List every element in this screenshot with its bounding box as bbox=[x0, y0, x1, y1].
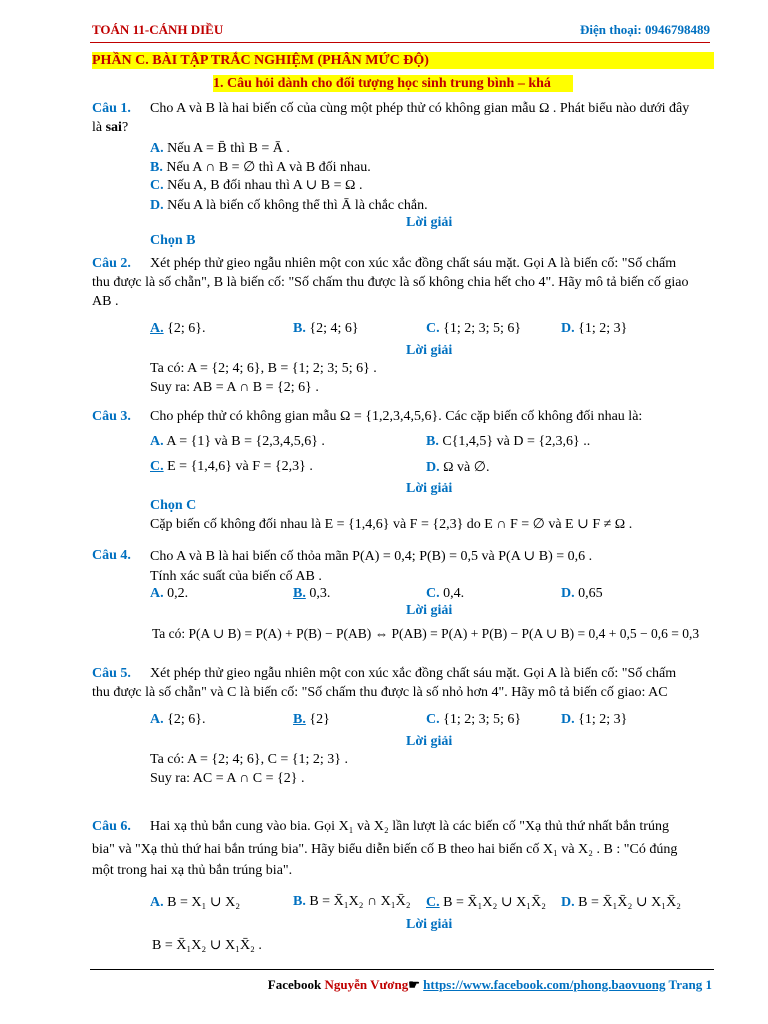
q5-option-b-text: {2} bbox=[309, 712, 330, 727]
footer-facebook-label: Facebook bbox=[267, 977, 325, 992]
q6-label: Câu 6. bbox=[92, 819, 131, 834]
q3-sol: Cặp biến cố không đối nhau là E = {1,4,6} và F = {2,3} do E ∩ F = ∅ và E ∪ F ≠ Ω . bbox=[150, 517, 633, 532]
q1-sai: sai bbox=[105, 120, 122, 135]
q2-sol2: Suy ra: AB = A ∩ B = {2; 6} . bbox=[150, 380, 319, 395]
q6-option-b bbox=[293, 894, 411, 910]
q4-option-c bbox=[426, 586, 464, 602]
q4-option-d-key: D. bbox=[561, 586, 575, 601]
q4-option-b-text: 0,3. bbox=[309, 586, 331, 601]
q3-option-c bbox=[150, 459, 313, 475]
q4-text: Cho A và B là hai biến cố thỏa mãn P(A) = 0,4; P(B) = 0,5 và P(A ∪ B) = 0,6 . bbox=[150, 549, 593, 564]
q1-option-d bbox=[150, 198, 428, 214]
q4-sol: Ta có: P(A ∪ B) = P(A) + P(B) − P(AB) ⇔ P(AB) = P(A) + P(B) − P(A ∪ B) = 0,4 + 0,5 − 0,6 = 0,3 bbox=[152, 626, 700, 641]
q1-option-a-key: A. bbox=[150, 141, 164, 156]
q6-option-c bbox=[426, 894, 546, 911]
q5-option-d-key: D. bbox=[561, 712, 575, 727]
q3-loi-giai: Lời giải bbox=[406, 481, 453, 496]
q3-option-c-key: C. bbox=[150, 459, 164, 474]
q2-sol1: Ta có: A = {2; 4; 6}, B = {1; 2; 3; 5; 6} . bbox=[150, 361, 377, 376]
q6-option-b-key: B. bbox=[293, 894, 306, 909]
q5-option-a-text: {2; 6}. bbox=[167, 712, 206, 727]
q2-loi-giai: Lời giải bbox=[406, 343, 453, 358]
q1-option-c bbox=[150, 177, 362, 194]
q4-option-d-text: 0,65 bbox=[578, 586, 603, 601]
section-title: PHẦN C. BÀI TẬP TRẮC NGHIỆM (PHÂN MỨC ĐỘ) bbox=[92, 52, 714, 69]
q2-option-c-key: C. bbox=[426, 321, 440, 336]
q3-label: Câu 3. bbox=[92, 409, 131, 424]
footer-facebook-link[interactable]: https://www.facebook.com/phong.baovuong bbox=[423, 977, 666, 992]
q6-line1: Hai xạ thủ bắn cung vào bia. Gọi X₁ và X₂ lần lượt là các biến cố "Xạ thủ thứ nhất bắn trúng bbox=[150, 819, 669, 834]
q1-option-b-text: Nếu A ∩ B = ∅ thì A và B đối nhau. bbox=[166, 160, 371, 175]
q5-loi-giai: Lời giải bbox=[406, 734, 453, 749]
q1-text-cont bbox=[92, 120, 128, 136]
q3-option-a-text: A = {1} và B = {2,3,4,5,6} . bbox=[166, 434, 325, 449]
q6-line3: một trong hai xạ thủ bắn trúng bia". bbox=[92, 863, 293, 878]
q1-label: Câu 1. bbox=[92, 101, 131, 116]
q1-option-d-text: Nếu A là biến cố không thể thì Ā là chắc chắn. bbox=[167, 198, 428, 213]
q6-option-a bbox=[150, 894, 240, 911]
q3-option-a-key: A. bbox=[150, 434, 164, 449]
footer-author: Nguyễn Vương bbox=[324, 977, 409, 992]
q5-option-c-key: C. bbox=[426, 712, 440, 727]
q1-chon: Chọn B bbox=[150, 233, 196, 248]
q3-option-c-text: E = {1,4,6} và F = {2,3} . bbox=[167, 459, 313, 474]
q5-sol2: Suy ra: AC = A ∩ C = {2} . bbox=[150, 771, 305, 786]
q4-option-c-key: C. bbox=[426, 586, 440, 601]
q2-label: Câu 2. bbox=[92, 256, 131, 271]
q4-text2: Tính xác suất của biến cố AB . bbox=[150, 569, 322, 584]
q5-option-a-key: A. bbox=[150, 712, 164, 727]
header-phone: Điện thoại: 0946798489 bbox=[580, 22, 710, 37]
q5-option-b bbox=[293, 712, 330, 728]
q3-option-d-text: Ω và ∅. bbox=[443, 460, 490, 475]
q4-option-a bbox=[150, 586, 188, 602]
q1-text-pre: là bbox=[92, 120, 106, 135]
q6-option-d bbox=[561, 894, 681, 911]
q6-option-c-key: C. bbox=[426, 895, 440, 910]
q5-option-c-text: {1; 2; 3; 5; 6} bbox=[443, 712, 522, 727]
footer-page-number: Trang 1 bbox=[665, 977, 712, 992]
q4-option-c-text: 0,4. bbox=[443, 586, 465, 601]
q2-option-b-text: {2; 4; 6} bbox=[309, 321, 359, 336]
header-divider bbox=[90, 42, 710, 43]
q2-option-a-text: {2; 6}. bbox=[167, 321, 206, 336]
q6-option-c-text: B = X̄₁X₂ ∪ X₁X̄₂ bbox=[443, 895, 547, 910]
q1-text: Cho A và B là hai biến cố của cùng một phép thử có không gian mẫu Ω . Phát biểu nào dưới đây bbox=[150, 101, 690, 116]
q2-option-b bbox=[293, 321, 359, 337]
q6-option-d-text: B = X̄₁X̄₂ ∪ X₁X̄₂ bbox=[578, 895, 682, 910]
q5-sol1: Ta có: A = {2; 4; 6}, C = {1; 2; 3} . bbox=[150, 752, 349, 767]
q2-option-c-text: {1; 2; 3; 5; 6} bbox=[443, 321, 522, 336]
q2-option-d-key: D. bbox=[561, 321, 575, 336]
q5-option-d-text: {1; 2; 3} bbox=[578, 712, 628, 727]
q6-sol: B = X̄₁X₂ ∪ X₁X̄₂ . bbox=[152, 938, 262, 953]
q3-option-d-key: D. bbox=[426, 460, 440, 475]
q2-option-d bbox=[561, 321, 627, 337]
subsection-title: 1. Câu hỏi dành cho đối tượng học sinh trung bình – khá bbox=[213, 75, 573, 92]
q4-option-d bbox=[561, 586, 603, 602]
q2-option-d-text: {1; 2; 3} bbox=[578, 321, 628, 336]
q5-option-c bbox=[426, 712, 521, 728]
q6-option-a-key: A. bbox=[150, 895, 164, 910]
q5-option-d bbox=[561, 712, 627, 728]
q2-option-a-key: A. bbox=[150, 321, 164, 336]
q4-label: Câu 4. bbox=[92, 548, 131, 563]
q1-text-post: ? bbox=[121, 120, 129, 135]
q6-line2: bia" và "Xạ thủ thứ hai bắn trúng bia". Hãy biểu diễn biến cố B theo hai biến cố X₁ và X₂ . B : "Có đúng bbox=[92, 842, 678, 857]
q3-option-b-key: B. bbox=[426, 434, 439, 449]
q6-option-b-text: B = X̄₁X₂ ∩ X₁X̄₂ bbox=[309, 894, 411, 909]
q4-loi-giai: Lời giải bbox=[406, 603, 453, 618]
footer-divider bbox=[90, 969, 714, 970]
q5-option-a bbox=[150, 712, 205, 728]
q2-line3: AB . bbox=[92, 294, 119, 309]
q4-option-a-key: A. bbox=[150, 586, 164, 601]
q3-option-b bbox=[426, 434, 590, 450]
q4-option-a-text: 0,2. bbox=[167, 586, 189, 601]
book-name: CÁNH DIỀU bbox=[149, 22, 224, 37]
q1-option-c-key: C. bbox=[150, 178, 164, 193]
q2-option-a bbox=[150, 321, 205, 337]
q1-option-a-text: Nếu A = B̄ thì B = Ā . bbox=[167, 141, 290, 156]
header-subject bbox=[92, 22, 223, 38]
q3-chon: Chọn C bbox=[150, 498, 197, 513]
header-sep: - bbox=[144, 22, 150, 37]
q1-option-d-key: D. bbox=[150, 198, 164, 213]
pointing-hand-icon: ☛ bbox=[408, 977, 424, 992]
q3-option-b-text: C{1,4,5} và D = {2,3,6} .. bbox=[442, 434, 591, 449]
footer bbox=[268, 977, 712, 993]
q3-option-d bbox=[426, 459, 489, 476]
subject-text: TOÁN 11 bbox=[92, 22, 145, 37]
q6-option-a-text: B = X₁ ∪ X₂ bbox=[167, 895, 241, 910]
q2-line2: thu được là số chẵn", B là biến cố: "Số chấm thu được là số không chia hết cho 4". Hãy mô tả biến cố giao bbox=[92, 275, 689, 290]
q3-option-a bbox=[150, 434, 325, 450]
q1-loi-giai: Lời giải bbox=[406, 215, 453, 230]
q6-loi-giai: Lời giải bbox=[406, 917, 453, 932]
q4-option-b-key: B. bbox=[293, 586, 306, 601]
q5-line2: thu được là số chẵn" và C là biến cố: "Số chấm thu được là số nhỏ hơn 4". Hãy mô tả biến cố giao: AC bbox=[92, 685, 668, 700]
q3-text: Cho phép thử có không gian mẫu Ω = {1,2,3,4,5,6}. Các cặp biến cố không đối nhau là: bbox=[150, 409, 643, 424]
q1-option-a bbox=[150, 141, 290, 157]
q5-option-b-key: B. bbox=[293, 712, 306, 727]
q5-label: Câu 5. bbox=[92, 666, 131, 681]
q4-option-b bbox=[293, 586, 330, 602]
q2-line1: Xét phép thử gieo ngẫu nhiên một con xúc xắc đồng chất sáu mặt. Gọi A là biến cố: "Số chấm bbox=[150, 256, 677, 271]
q2-option-c bbox=[426, 321, 521, 337]
q1-option-c-text: Nếu A, B đối nhau thì A ∪ B = Ω . bbox=[167, 178, 363, 193]
q1-option-b bbox=[150, 159, 371, 176]
q5-line1: Xét phép thử gieo ngẫu nhiên một con xúc xắc đồng chất sáu mặt. Gọi A là biến cố: "Số chấm bbox=[150, 666, 677, 681]
q2-option-b-key: B. bbox=[293, 321, 306, 336]
q6-option-d-key: D. bbox=[561, 895, 575, 910]
q1-option-b-key: B. bbox=[150, 160, 163, 175]
